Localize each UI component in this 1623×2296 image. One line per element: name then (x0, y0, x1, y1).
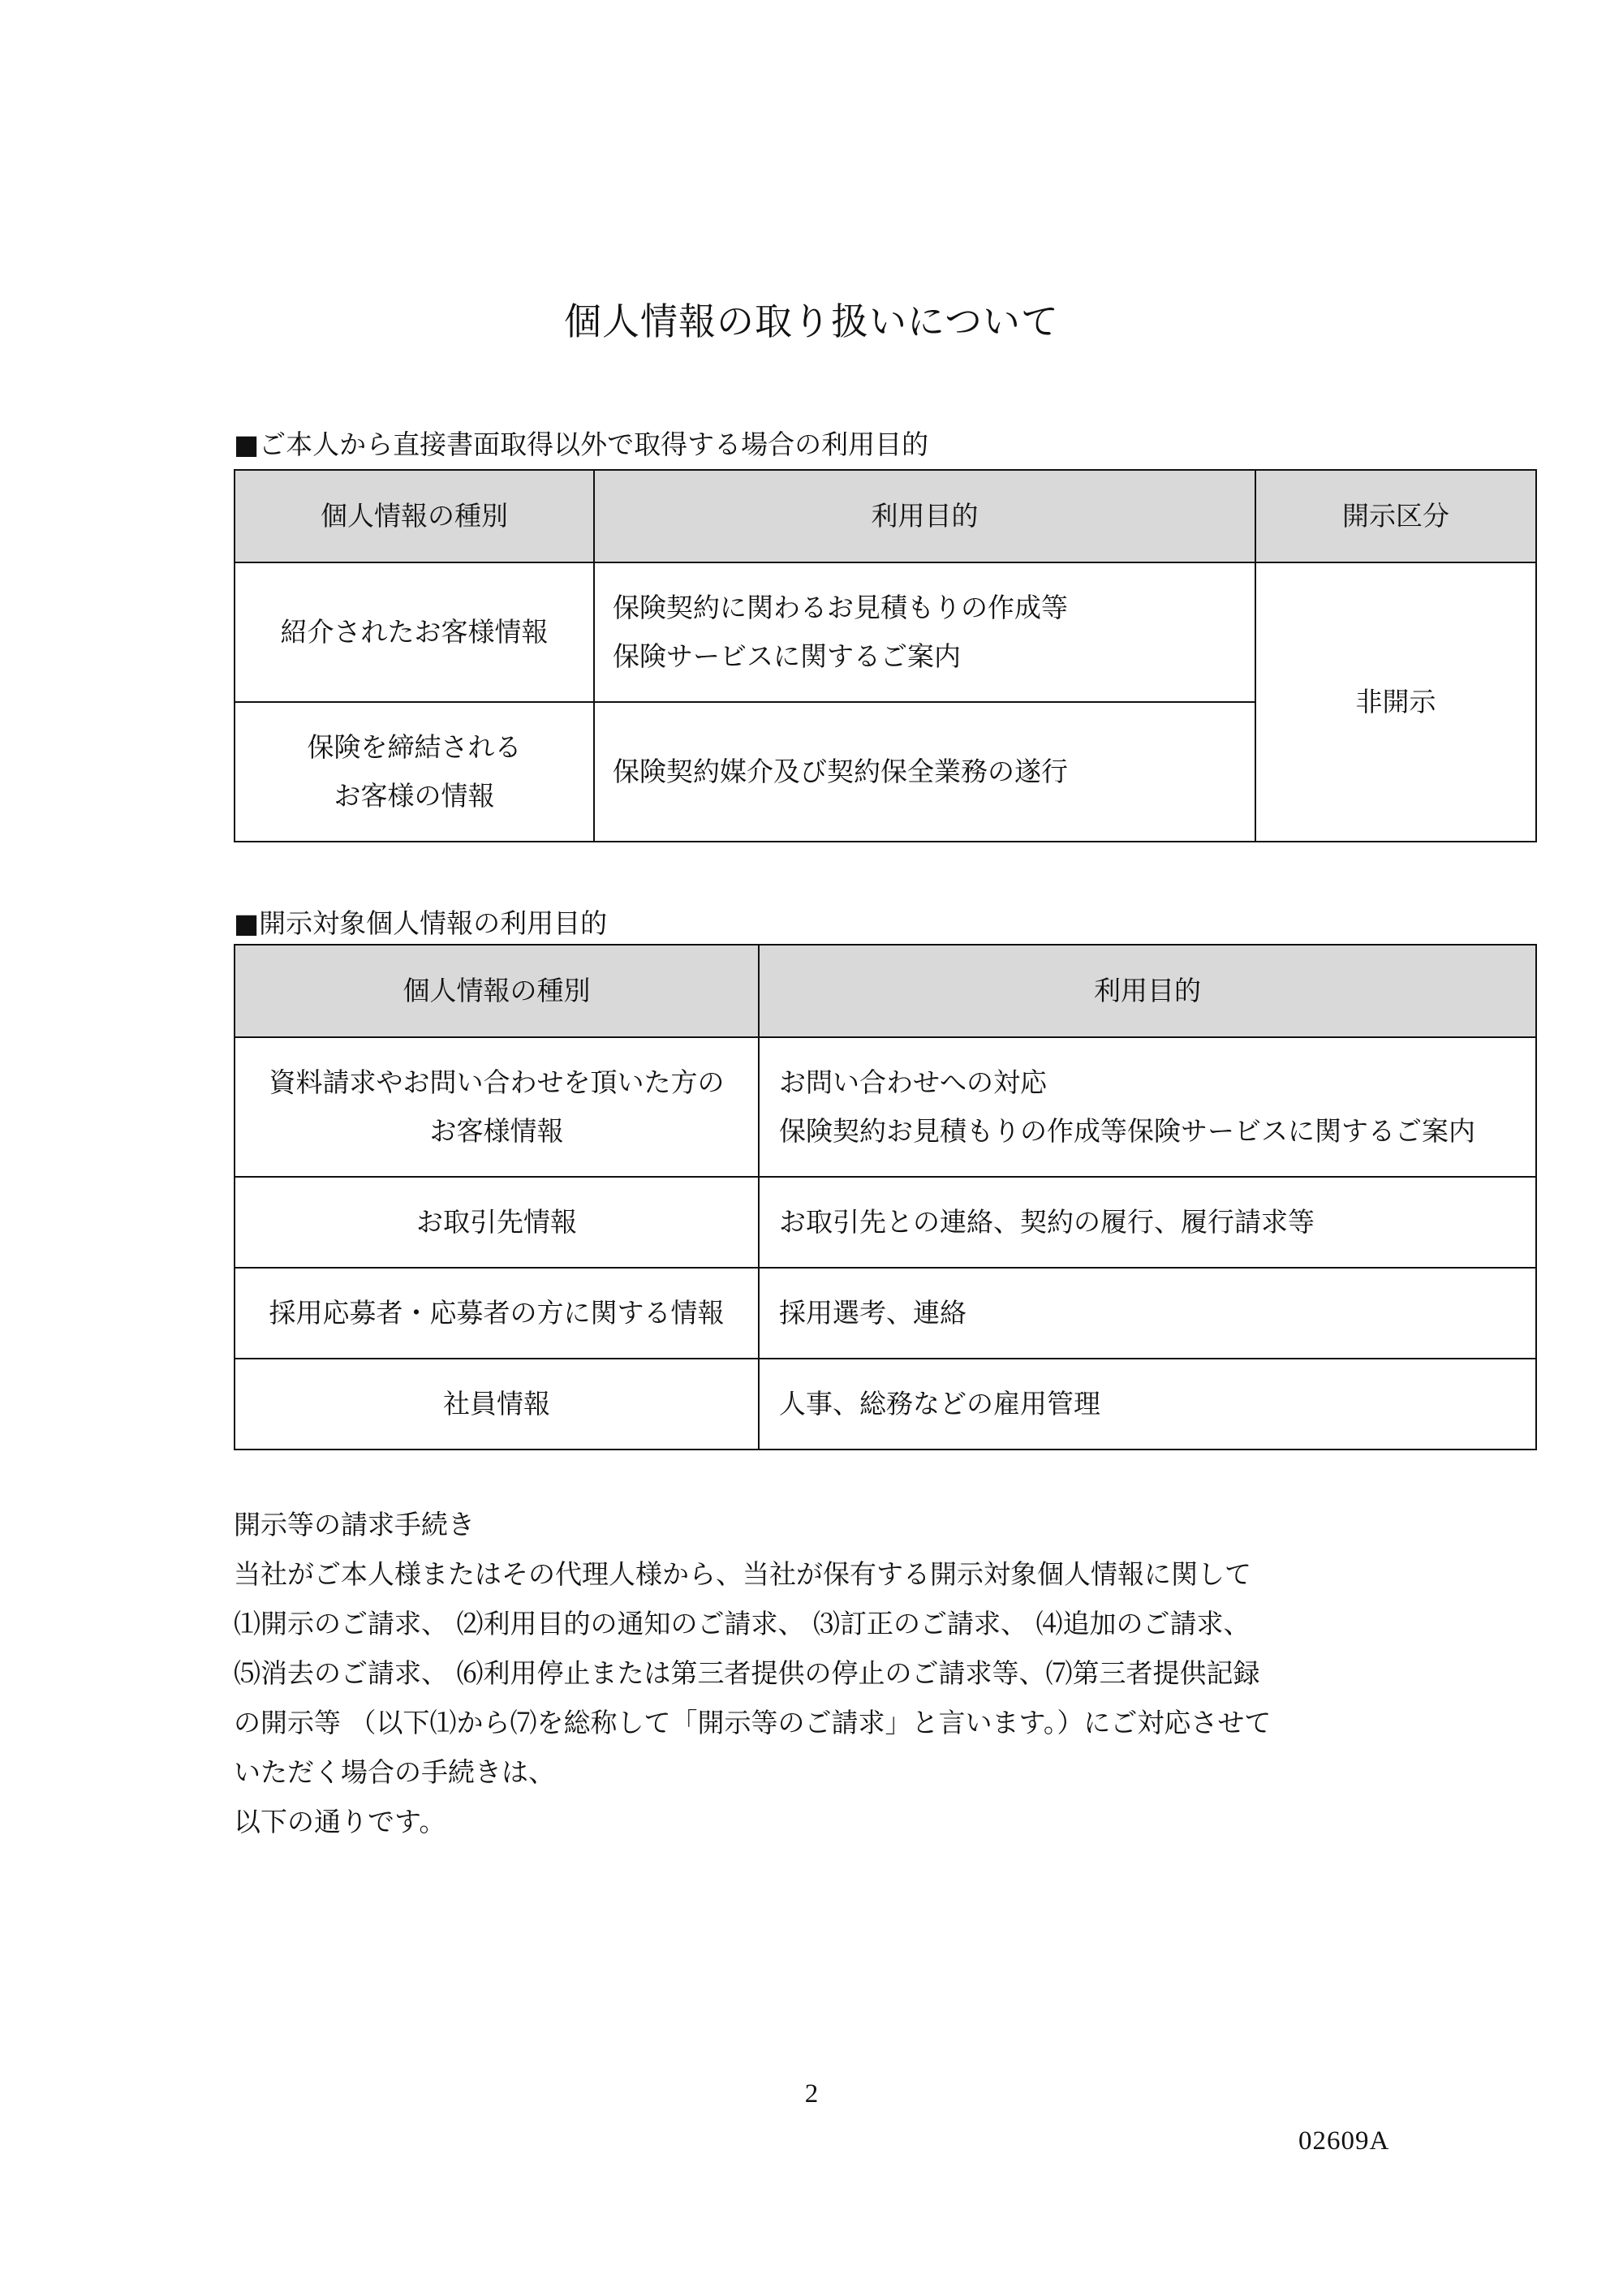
header-disclosure: 開示区分 (1255, 470, 1536, 562)
procedure-line: ⑴開示のご請求、 ⑵利用目的の通知のご請求、 ⑶訂正のご請求、 ⑷追加のご請求、 (234, 1608, 1251, 1639)
info-type-cell: 社員情報 (235, 1359, 759, 1450)
procedure-heading: 開示等の請求手続き (234, 1509, 475, 1540)
purpose-text: 保険契約に関わるお見積もりの作成等 (613, 592, 1068, 623)
info-type-cell: お取引先情報 (235, 1177, 759, 1268)
purpose-cell (594, 562, 1255, 702)
info-type-text: 資料請求やお問い合わせを頂いた方の (269, 1066, 725, 1098)
purpose-cell: 人事、総務などの雇用管理 (759, 1359, 1536, 1450)
table-row (235, 1037, 1536, 1177)
purpose-cell (759, 1037, 1536, 1177)
page-title: 個人情報の取り扱いについて (563, 299, 1060, 343)
table-header-row (235, 945, 1536, 1037)
table-row (235, 1359, 1536, 1450)
header-info-type: 個人情報の種別 (235, 470, 594, 562)
info-type-text: 保険を締結される (307, 731, 522, 763)
header-info-type: 個人情報の種別 (235, 945, 759, 1037)
purpose-text: 保険サービスに関するご案内 (613, 640, 961, 672)
procedure-line: 当社がご本人様またはその代理人様から、当社が保有する開示対象個人情報に関して (234, 1558, 1251, 1590)
disclosable-info-table (234, 944, 1537, 1450)
procedure-line: ⑸消去のご請求、 ⑹利用停止または第三者提供の停止のご請求等、⑺第三者提供記録 (234, 1657, 1260, 1689)
procedure-line: 以下の通りです。 (234, 1806, 446, 1837)
purpose-text: お問い合わせへの対応 (779, 1066, 1047, 1098)
procedure-line: の開示等 （以下⑴から⑺を総称して「開示等のご請求」と言います。）にご対応させて (234, 1707, 1272, 1738)
purpose-cell (594, 702, 1255, 842)
purpose-text: 保険契約媒介及び契約保全業務の遂行 (613, 756, 1068, 787)
section-heading-indirect-acquisition: ■ご本人から直接書面取得以外で取得する場合の利用目的 (234, 429, 929, 460)
table-row (235, 562, 1536, 702)
disclosure-cell: 非開示 (1255, 562, 1536, 842)
indirect-acquisition-table (234, 469, 1537, 842)
disclosure-procedure (234, 1500, 1271, 1846)
info-type-cell (235, 1037, 759, 1177)
table-row (235, 1177, 1536, 1268)
table-row (235, 1268, 1536, 1359)
purpose-cell: お取引先との連絡、契約の履行、履行請求等 (759, 1177, 1536, 1268)
info-type-cell (235, 562, 594, 702)
table-header-row (235, 470, 1536, 562)
purpose-cell: 採用選考、連絡 (759, 1268, 1536, 1359)
info-type-text: 紹介されたお客様情報 (280, 616, 549, 648)
header-purpose: 利用目的 (759, 945, 1536, 1037)
info-type-text: お客様情報 (429, 1115, 564, 1147)
document-code: 02609A (1298, 2126, 1390, 2156)
info-type-cell (235, 702, 594, 842)
info-type-cell: 採用応募者・応募者の方に関する情報 (235, 1268, 759, 1359)
header-purpose: 利用目的 (594, 470, 1255, 562)
info-type-text: お客様の情報 (334, 780, 495, 812)
page-number: 2 (804, 2079, 819, 2109)
purpose-text: 保険契約お見積もりの作成等保険サービスに関するご案内 (779, 1115, 1475, 1147)
procedure-line: いただく場合の手続きは、 (234, 1756, 555, 1788)
section-heading-disclosable-info: ■開示対象個人情報の利用目的 (234, 907, 608, 939)
